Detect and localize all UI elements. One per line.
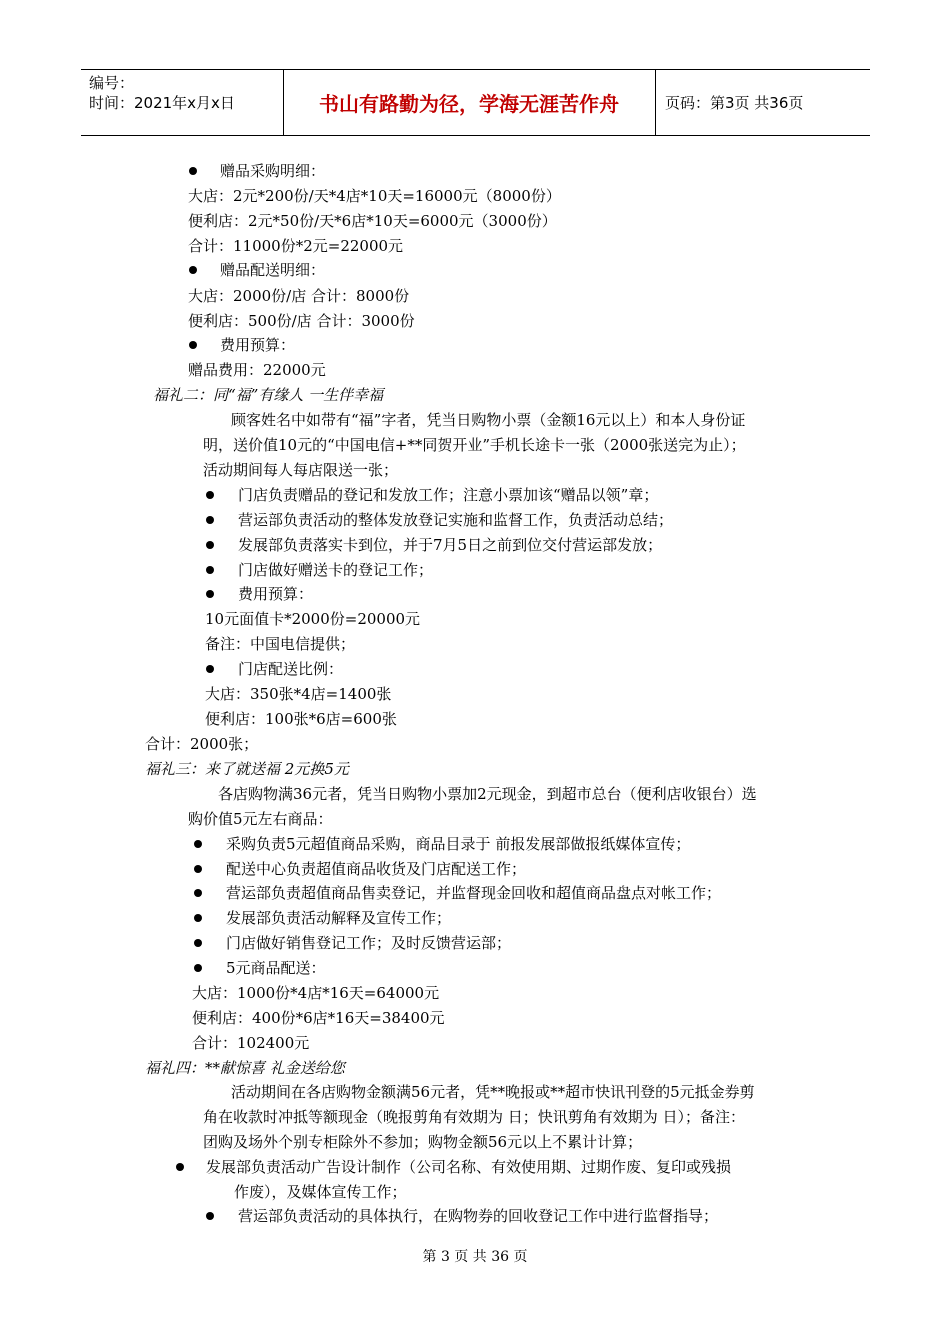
gift-heading: 福礼四：**献惊喜 礼金送给您 [145, 1059, 345, 1077]
text-line: 合计：102400元 [192, 1034, 310, 1052]
list-item: 采购负责5元超值商品采购，商品目录于 前报发展部做报纸媒体宣传； [226, 835, 691, 853]
bullet-icon [194, 939, 202, 947]
bullet-icon [189, 266, 197, 274]
text-line: 备注：中国电信提供； [205, 635, 356, 653]
bullet-icon [206, 590, 214, 598]
bullet-icon [189, 341, 197, 349]
text-line: 合计：2000张； [145, 735, 259, 753]
text-line: 大店：350张*4店=1400张 [205, 685, 392, 703]
text-line: 明，送价值10元的“中国电信+**同贺开业”手机长途卡一张（2000张送完为止）； [203, 436, 746, 454]
header-page-info: 页码：第3页 共36页 [665, 94, 804, 112]
list-item: 发展部负责活动广告设计制作（公司名称、有效使用期、过期作废、复印或残损 [206, 1158, 732, 1176]
header-divider [655, 70, 656, 135]
section-heading: 费用预算： [220, 336, 296, 354]
text-line: 赠品费用：22000元 [188, 361, 326, 379]
text-line: 合计：11000份*2元=22000元 [188, 237, 404, 255]
text-line: 10元面值卡*2000份=20000元 [205, 610, 421, 628]
text-line: 便利店：400份*6店*16天=38400元 [192, 1009, 445, 1027]
bullet-icon [194, 889, 202, 897]
list-item: 发展部负责活动解释及宣传工作； [226, 909, 452, 927]
document-header [81, 69, 870, 136]
text-line: 角在收款时冲抵等额现金（晚报剪角有效期为 日；快讯剪角有效期为 日）；备注： [203, 1108, 746, 1126]
list-item: 门店做好赠送卡的登记工作； [238, 561, 434, 579]
bullet-icon [206, 541, 214, 549]
list-item: 门店配送比例： [238, 660, 344, 678]
section-heading: 赠品采购明细： [220, 162, 326, 180]
number-label: 编号： [89, 74, 135, 92]
text-line: 便利店：500份/店 合计：3000份 [188, 312, 415, 330]
time-label: 时间：2021年x月x日 [89, 94, 235, 112]
text-line: 活动期间每人每店限送一张； [203, 461, 399, 479]
list-item: 发展部负责落实卡到位，并于7月5日之前到位交付营运部发放； [238, 536, 663, 554]
text-line: 各店购物满36元者，凭当日购物小票加2元现金，到超市总台（便利店收银台）选 [218, 785, 757, 803]
text-line: 大店：1000份*4店*16天=64000元 [192, 984, 440, 1002]
text-line: 作废），及媒体宣传工作； [234, 1183, 407, 1201]
bullet-icon [206, 665, 214, 673]
page-footer: 第 3 页 共 36 页 [422, 1249, 528, 1265]
bullet-icon [206, 491, 214, 499]
text-line: 活动期间在各店购物金额满56元者，凭**晚报或**超市快讯刊登的5元抵金券剪 [231, 1083, 755, 1101]
text-line: 便利店：2元*50份/天*6店*10天=6000元（3000份） [188, 212, 557, 230]
list-item: 营运部负责活动的整体发放登记实施和监督工作，负责活动总结； [238, 511, 674, 529]
text-line: 大店：2元*200份/天*4店*10天=16000元（8000份） [188, 187, 561, 205]
bullet-icon [194, 964, 202, 972]
text-line: 顾客姓名中如带有“福”字者，凭当日购物小票（金额16元以上）和本人身份证 [231, 411, 746, 429]
bullet-icon [176, 1163, 184, 1171]
list-item: 配送中心负责超值商品收货及门店配送工作； [226, 860, 527, 878]
gift-heading: 福礼三：来了就送福 2元换5元 [145, 760, 349, 778]
bullet-icon [189, 167, 197, 175]
list-item: 营运部负责超值商品售卖登记，并监督现金回收和超值商品盘点对帐工作； [226, 884, 722, 902]
list-item: 营运部负责活动的具体执行，在购物券的回收登记工作中进行监督指导； [238, 1207, 719, 1225]
text-line: 团购及场外个别专柜除外不参加；购物金额56元以上不累计计算； [203, 1133, 643, 1151]
text-line: 大店：2000份/店 合计：8000份 [188, 287, 410, 305]
bullet-icon [206, 516, 214, 524]
gift-heading: 福礼二：同“福”有缘人 一生伴幸福 [153, 386, 384, 404]
section-heading: 赠品配送明细： [220, 261, 326, 279]
bullet-icon [194, 865, 202, 873]
bullet-icon [206, 566, 214, 574]
bullet-icon [194, 840, 202, 848]
header-left-cell [89, 73, 235, 113]
text-line: 购价值5元左右商品： [188, 810, 333, 828]
list-item: 5元商品配送： [226, 959, 326, 977]
list-item: 门店负责赠品的登记和发放工作；注意小票加该“赠品以领”章； [238, 486, 659, 504]
bullet-icon [206, 1212, 214, 1220]
text-line: 便利店：100张*6店=600张 [205, 710, 397, 728]
bullet-icon [194, 914, 202, 922]
list-item: 门店做好销售登记工作；及时反馈营运部； [226, 934, 512, 952]
header-motto: 书山有路勤为径，学海无涯苦作舟 [319, 92, 619, 116]
list-item: 费用预算： [238, 585, 314, 603]
